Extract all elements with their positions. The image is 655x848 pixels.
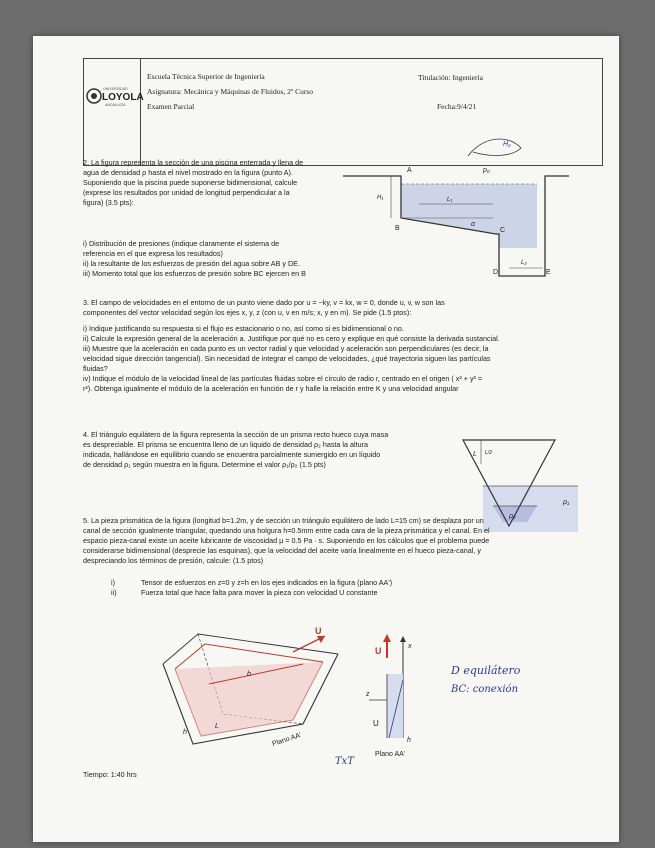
label-H1: H₁ <box>377 195 384 201</box>
q2-item: ii) la resultante de los esfuerzos de presión del agua sobre AB y DE. <box>83 259 300 268</box>
q2-line: Suponiendo que la piscina puede suponerse bidimensional, calcule <box>83 178 298 187</box>
university-logo <box>85 76 144 116</box>
label-b: b <box>247 671 251 678</box>
label-C: C <box>500 227 506 234</box>
label-L-half: L/2 <box>485 450 492 456</box>
label-H2: H₂ <box>503 141 511 148</box>
label-rho1: ρ₁ <box>563 499 570 506</box>
q2-line: (exprese los resultados por unidad de longitud perpendicular a la <box>83 188 290 197</box>
q5-line: 5. La pieza prismática de la figura (longitud b=1.2m, y de sección un triángulo equilátero de lado L=15 cm) se desplaza por un <box>83 516 484 525</box>
q4-line: indicada, hallándose en equilibrio cuando se encuentra parcialmente sumergido en un líquido <box>83 450 381 459</box>
label-D: D <box>493 269 499 276</box>
q3-item: iv) Indique el módulo de la velocidad lineal de las partículas fluidas sobre el círculo de radio r, centrado en el origen ( x² + y² = <box>83 374 483 383</box>
label-z: z <box>366 691 370 698</box>
handwritten-note: BC: conexión <box>451 684 519 695</box>
q5-item <box>111 588 511 598</box>
q3-item: i) Indique justificando su respuesta si el flujo es estacionario o no, así como si es bidimensional o no. <box>83 324 404 333</box>
subject-name: Asignatura: Mecánica y Máquinas de Fluidos, 2º Curso <box>147 87 314 96</box>
q3-item: velocidad sigue dirección tangencial). Sin necesidad de integrar el campo de velocidades, ¿qué trayectoria siguen las partículas <box>83 354 491 363</box>
label-plane: Plano AA' <box>271 731 303 748</box>
q2-line: agua de densidad ρ hasta el nivel mostrado en la figura (punto A). <box>83 168 293 177</box>
label-U: U <box>375 646 382 656</box>
label-L: L <box>215 723 219 730</box>
q5-item-num: ii) <box>111 588 117 597</box>
q5-line: espacio pieza-canal existe un aceite lubricante de viscosidad μ = 0.5 Pa · s. Suponiendo en los cálculos que el problema puede <box>83 536 490 545</box>
q4-line: de densidad ρ₁ según muestra en la figura. Determine el valor ρ₁/ρ₂ (1.5 pts) <box>83 460 326 469</box>
label-L: L <box>473 451 477 458</box>
question-3-items <box>83 324 605 394</box>
q5-item-num: i) <box>111 578 115 587</box>
question-5-items <box>111 578 511 598</box>
label-alpha: α <box>471 221 475 228</box>
label-U: U <box>373 719 379 728</box>
header-divider <box>140 58 141 166</box>
label-A: A <box>407 167 412 174</box>
q2-line: figura) (3.5 pts): <box>83 198 134 207</box>
question-3-statement <box>83 298 603 318</box>
label-p0: p₀ <box>483 167 490 174</box>
q2-line: 2. La figura representa la sección de una piscina enterrada y llena de <box>83 158 304 167</box>
plane-section-figure <box>363 630 453 764</box>
q3-item: iii) Muestre que la aceleración en cada punto es un vector radial y que velocidad y aceleración son perpendiculares (es decir, la <box>83 344 489 353</box>
logo-main-text: LOYOLA <box>102 92 144 103</box>
q4-line: es despreciable. El prisma se encuentra lleno de un liquido de densidad ρ₂ hasta la altura <box>83 440 368 449</box>
degree: Titulación: Ingeniería <box>418 73 483 82</box>
q5-line: canal de sección igualmente triangular, quedando una holgura h=0.5mm entre cada cara de la pieza prismática y el canal. En el <box>83 526 490 535</box>
label-B: B <box>395 225 400 232</box>
label-h: h <box>183 729 187 736</box>
question-5-statement <box>83 516 605 566</box>
q3-item: ii) Calcule la expresión general de la aceleración a. Justifique por qué no es cero y explique en qué consiste la derivada sustancial. <box>83 334 500 343</box>
q3-item: fluidas? <box>83 364 108 373</box>
exam-type: Examen Parcial <box>147 102 195 111</box>
q2-item: referencia en el que expresa los resultados) <box>83 249 223 258</box>
label-rho2: ρ₂ <box>509 513 516 520</box>
label-x: x <box>408 643 412 650</box>
q5-item <box>111 578 511 588</box>
label-U: U <box>315 626 322 636</box>
q5-item-text: Tensor de esfuerzos en z=0 y z=h en los ejes indicados en la figura (plano AA') <box>141 578 393 587</box>
label-h: h <box>407 737 411 744</box>
label-E: E <box>546 269 551 276</box>
question-4-statement <box>83 430 463 470</box>
q5-line: considerarse bidimensional (desprecie las esquinas), que la velocidad del aceite varía linealmente en el hueco pieza-canal, y <box>83 546 481 555</box>
school-name: Escuela Técnica Superior de Ingeniería <box>147 72 265 81</box>
exam-date: Fecha:9/4/21 <box>437 102 477 111</box>
exam-sheet <box>33 36 619 842</box>
exam-duration: Tiempo: 1:40 hrs <box>83 770 137 779</box>
q5-line: despreciando los términos de presión, calcule: (1.5 ptos) <box>83 556 264 565</box>
label-plane: Plano AA' <box>375 751 406 758</box>
q3-line: 3. El campo de velocidades en el entorno de un punto viene dado por u = −ky, v = kx, w = 0, donde u, v, w son las <box>83 298 445 307</box>
label-L2: L₂ <box>521 260 527 266</box>
pool-figure <box>333 126 573 286</box>
prism-channel-figure <box>153 624 353 774</box>
q3-line: componentes del vector velocidad según los ejes x, y, z (con u, v en m/s; x, y en m). Se pide (1.5 ptos): <box>83 308 412 317</box>
logo-bottom-text: ANDALUCÍA <box>105 103 126 107</box>
label-L1: L₁ <box>447 197 453 203</box>
q2-item: i) Distribución de presiones (indique claramente el sistema de <box>83 239 280 248</box>
handwritten-note: D equilátero <box>451 664 521 677</box>
q2-item: iii) Momento total que los esfuerzos de presión sobre BC ejercen en B <box>83 269 306 278</box>
logo-top-text: UNIVERSIDAD <box>103 87 128 91</box>
q5-item-text: Fuerza total que hace falta para mover la pieza con velocidad U constante <box>141 588 378 597</box>
q4-line: 4. El triángulo equilátero de la figura representa la sección de un prisma recto hueco cuya masa <box>83 430 389 439</box>
handwritten-note: TxT <box>335 756 354 767</box>
q3-item: r²). Obtenga igualmente el módulo de la aceleración en función de r y halle la relación entre K y una velocidad angular <box>83 384 459 393</box>
